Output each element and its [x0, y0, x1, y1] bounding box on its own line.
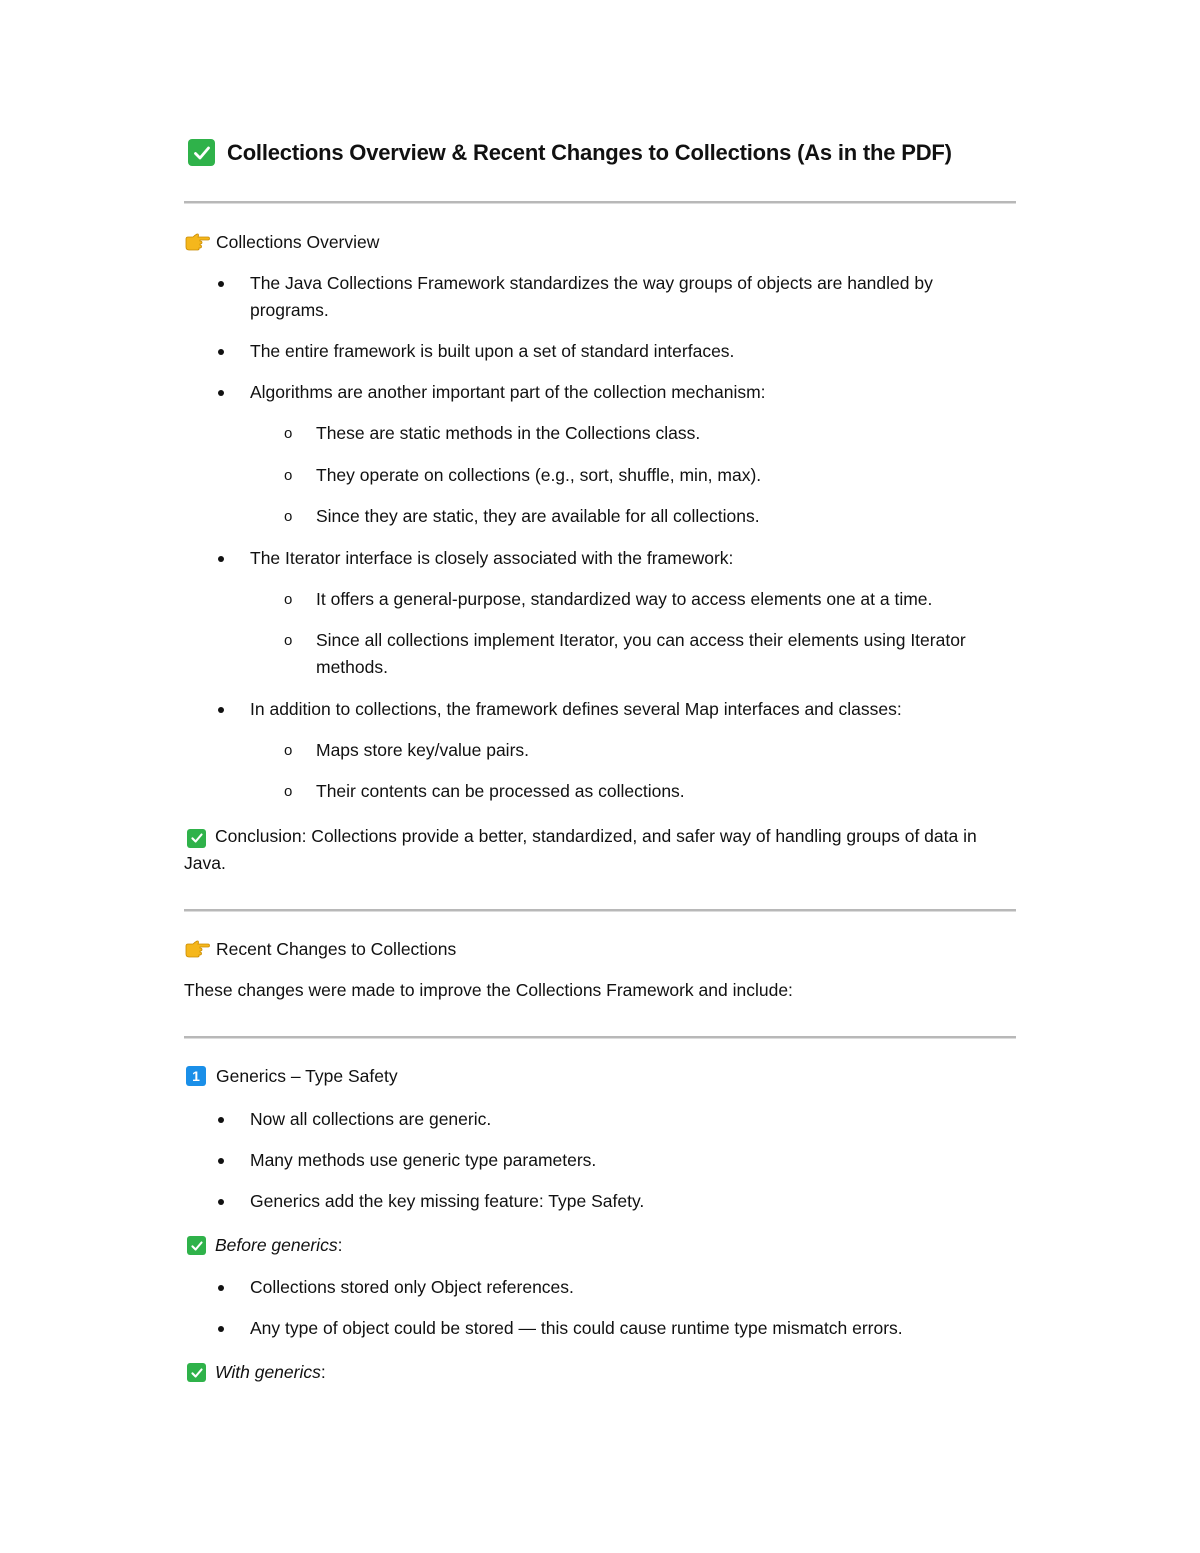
pointing-hand-icon: [184, 939, 210, 959]
list-item: [184, 338, 1016, 365]
list-item: [184, 379, 1016, 406]
pointing-hand-icon: [184, 232, 210, 252]
sub-list-item-text: It offers a general-purpose, standardized way to access elements one at a time.: [316, 589, 933, 609]
overview-list-cont2: [184, 696, 1016, 723]
sub-list-item-text: These are static methods in the Collections class.: [316, 423, 701, 443]
sub-list-item: [184, 420, 1016, 447]
divider: [184, 909, 1016, 912]
overview-list-wrap: [184, 270, 1016, 805]
sub-list-item: [184, 627, 1016, 681]
divider: [184, 201, 1016, 204]
list-item: [184, 545, 1016, 572]
overview-heading-text: Collections Overview: [216, 232, 380, 252]
before-generics-text: Before generics: [215, 1235, 338, 1255]
generics-heading-text: Generics – Type Safety: [216, 1066, 398, 1086]
sub-list-item: [184, 586, 1016, 613]
generics-list-wrap: [184, 1106, 1016, 1215]
overview-list: [184, 270, 1016, 406]
list-item: [184, 1147, 1016, 1174]
list-item-text: The Iterator interface is closely associated with the framework:: [250, 548, 734, 568]
list-item: [184, 1106, 1016, 1133]
page-title-text: Collections Overview & Recent Changes to Collections (As in the PDF): [227, 140, 952, 165]
sub-list-item-text: Maps store key/value pairs.: [316, 740, 530, 760]
list-item-text: Any type of object could be stored — this could cause runtime type mismatch errors.: [250, 1318, 903, 1338]
title-row: [184, 138, 1016, 168]
check-mark-icon: [188, 139, 215, 166]
overview-heading: [184, 230, 379, 254]
before-generics-list: [184, 1274, 1016, 1342]
colon: :: [320, 1362, 326, 1382]
map-sublist: [184, 737, 1016, 805]
list-item: [184, 1274, 1016, 1301]
sub-list-item-text: Since they are static, they are available for all collections.: [316, 506, 760, 526]
sub-list-item-text: They operate on collections (e.g., sort, shuffle, min, max).: [316, 465, 762, 485]
sub-list-item: [184, 778, 1016, 805]
with-generics-label: [184, 1359, 326, 1386]
sub-list-item-text: Their contents can be processed as collections.: [316, 781, 685, 801]
overview-list-cont: [184, 545, 1016, 572]
list-item: [184, 696, 1016, 723]
list-item-text: Collections stored only Object references.: [250, 1277, 574, 1297]
list-item-text: Generics add the key missing feature: Type Safety.: [250, 1191, 645, 1211]
list-item-text: In addition to collections, the framework defines several Map interfaces and classes:: [250, 699, 902, 719]
before-list-wrap: [184, 1274, 1016, 1342]
check-mark-icon: [187, 1363, 206, 1382]
sub-list-item-text: Since all collections implement Iterator, you can access their elements using Iterator methods.: [316, 630, 966, 677]
list-item-text: The Java Collections Framework standardizes the way groups of objects are handled by programs.: [250, 273, 933, 320]
page-title: [184, 138, 1016, 168]
conclusion-text: Conclusion: Collections provide a better, standardized, and safer way of handling groups of data in Java.: [184, 826, 977, 873]
divider: [184, 1036, 1016, 1039]
list-item-text: The entire framework is built upon a set of standard interfaces.: [250, 341, 735, 361]
list-item: [184, 1188, 1016, 1215]
with-generics-text: With generics: [215, 1362, 321, 1382]
check-mark-icon: [187, 1236, 206, 1255]
algorithms-sublist: [184, 420, 1016, 530]
recent-heading: [184, 937, 456, 961]
iterator-sublist: [184, 586, 1016, 681]
check-mark-icon: [187, 829, 206, 848]
list-item-text: Many methods use generic type parameters.: [250, 1150, 597, 1170]
recent-heading-text: Recent Changes to Collections: [216, 939, 457, 959]
list-item: [184, 270, 1016, 324]
sub-list-item: [184, 503, 1016, 530]
conclusion-paragraph: [184, 823, 1016, 877]
list-item-text: Algorithms are another important part of the collection mechanism:: [250, 382, 766, 402]
generics-list: [184, 1106, 1016, 1215]
generics-heading: [184, 1064, 398, 1088]
colon: :: [337, 1235, 343, 1255]
recent-intro: These changes were made to improve the Collections Framework and include:: [184, 980, 793, 1000]
sub-list-item: [184, 737, 1016, 764]
list-item-text: Now all collections are generic.: [250, 1109, 492, 1129]
sub-list-item: [184, 462, 1016, 489]
before-generics-label: [184, 1232, 342, 1259]
list-item: [184, 1315, 1016, 1342]
keycap-one-icon: 1: [186, 1066, 206, 1086]
